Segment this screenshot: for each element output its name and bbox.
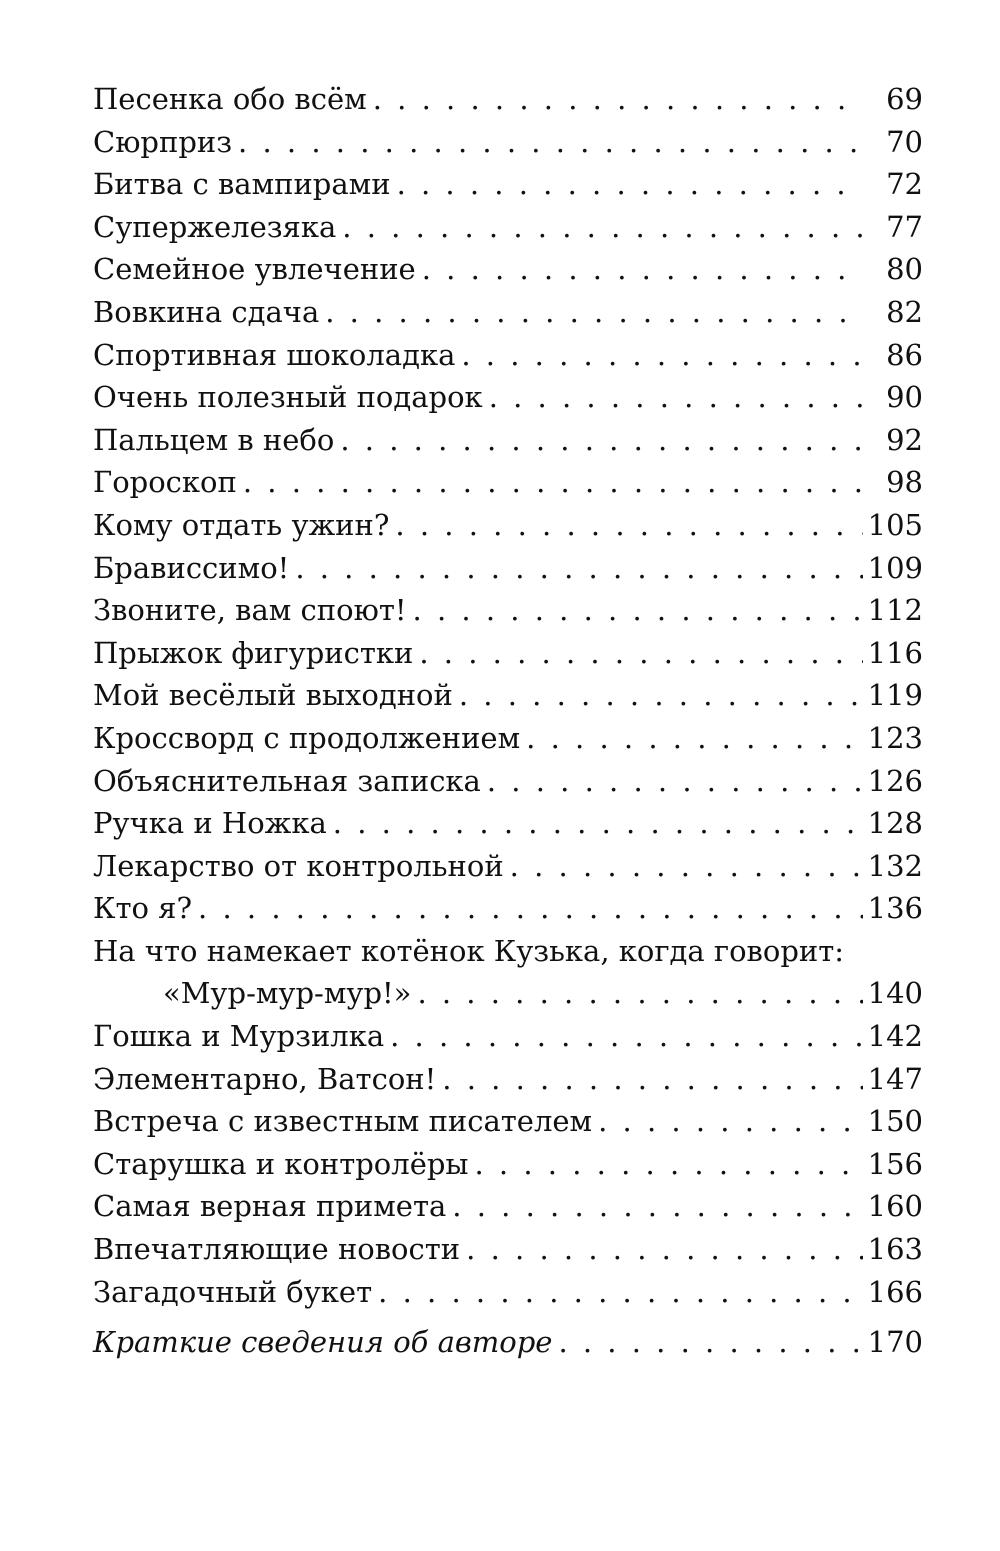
toc-entry-title: Очень полезный подарок — [93, 380, 483, 415]
dot-leader — [558, 1321, 863, 1364]
toc-entry-page: 77 — [886, 209, 923, 244]
table-of-contents — [93, 78, 923, 1364]
toc-entry — [93, 760, 923, 803]
toc-entry-title: Встреча с известным писателем — [93, 1104, 593, 1139]
dot-leader — [489, 376, 863, 419]
toc-entry-title: Битва с вампирами — [93, 167, 391, 202]
toc-entry-title: Сюрприз — [93, 124, 233, 159]
toc-entry-page: 163 — [867, 1232, 923, 1267]
toc-entry — [93, 163, 923, 206]
toc-entry-page: 86 — [886, 337, 923, 372]
toc-entry-page: 92 — [886, 422, 923, 457]
dot-leader — [295, 547, 863, 590]
toc-entry-title: Семейное увлечение — [93, 252, 416, 287]
toc-entry-page: 166 — [867, 1274, 923, 1309]
toc-entry-title: Вовкина сдача — [93, 294, 320, 329]
dot-leader — [333, 802, 863, 845]
dot-leader — [442, 1058, 863, 1101]
dot-leader — [395, 504, 863, 547]
toc-entry-title: Песенка обо всём — [93, 82, 367, 116]
toc-entry-title-line1: На что намекает котёнок Кузька, когда говорит: — [93, 933, 845, 968]
dot-leader — [373, 78, 863, 121]
dot-leader — [340, 419, 863, 462]
dot-leader — [452, 1185, 863, 1228]
toc-entry-page: 69 — [886, 82, 923, 116]
toc-entry-page: 82 — [886, 294, 923, 329]
toc-entry-page: 150 — [867, 1104, 923, 1139]
toc-entry-page: 170 — [867, 1325, 923, 1360]
toc-entry — [93, 1185, 923, 1228]
dot-leader — [419, 632, 863, 675]
toc-entry-page: 90 — [886, 380, 923, 415]
dot-leader — [390, 1015, 863, 1058]
dot-leader — [243, 461, 863, 504]
toc-entry-page: 140 — [867, 976, 923, 1011]
toc-entry-title: Ручка и Ножка — [93, 806, 327, 841]
dot-leader — [378, 1271, 863, 1314]
toc-entry-page: 132 — [867, 848, 923, 883]
toc-entry-page: 116 — [867, 635, 923, 670]
toc-entry — [93, 589, 923, 632]
toc-entry-title: Лекарство от контрольной — [93, 848, 504, 883]
toc-entry — [93, 1228, 923, 1271]
toc-entry — [93, 717, 923, 760]
dot-leader — [413, 589, 863, 632]
toc-entry-title: Кому отдать ужин? — [93, 507, 390, 542]
toc-entry-page: 136 — [867, 891, 923, 926]
toc-entry — [93, 461, 923, 504]
dot-leader — [461, 334, 863, 377]
toc-entry-page: 80 — [886, 252, 923, 287]
dot-leader — [526, 717, 863, 760]
toc-entry — [93, 674, 923, 717]
toc-entry-title: Брависсимо! — [93, 550, 290, 585]
toc-entry — [93, 547, 923, 590]
toc-entry — [93, 845, 923, 888]
toc-entry — [93, 334, 923, 377]
toc-entry-page: 128 — [867, 806, 923, 841]
toc-entry-title: Мой весёлый выходной — [93, 678, 453, 713]
toc-entry-title: Пальцем в небо — [93, 422, 335, 457]
toc-entry-page: 109 — [867, 550, 923, 585]
toc-entry-title: Спортивная шоколадка — [93, 337, 456, 372]
dot-leader — [466, 1228, 863, 1271]
toc-entry-page: 70 — [886, 124, 923, 159]
toc-entry-title: Гошка и Мурзилка — [93, 1019, 385, 1054]
dot-leader — [198, 887, 863, 930]
toc-entry — [93, 1100, 923, 1143]
toc-entry — [93, 376, 923, 419]
dot-leader — [342, 206, 863, 249]
dot-leader — [598, 1100, 863, 1143]
toc-entry-page: 160 — [867, 1189, 923, 1224]
dot-leader — [417, 972, 863, 1015]
toc-entry-title: Элементарно, Ватсон! — [93, 1061, 437, 1096]
toc-entry-title: Загадочный букет — [93, 1274, 373, 1309]
dot-leader — [510, 845, 863, 888]
dot-leader — [325, 291, 863, 334]
toc-entry — [93, 632, 923, 675]
toc-entry — [93, 1271, 923, 1314]
toc-entry-page: 142 — [867, 1019, 923, 1054]
toc-entry — [93, 802, 923, 845]
toc-entry-title: Впечатляющие новости — [93, 1232, 461, 1267]
toc-entry-title-line2: «Мур-мур-мур!» — [163, 976, 412, 1011]
toc-entry-title: Старушка и контролёры — [93, 1146, 469, 1181]
toc-entry-title: Объяснительная записка — [93, 763, 481, 798]
toc-entry — [93, 1058, 923, 1101]
dot-leader — [238, 121, 863, 164]
toc-entry — [93, 78, 923, 121]
toc-entry-title: Краткие сведения об авторе — [93, 1325, 553, 1360]
toc-entry-wrapped-line — [93, 930, 923, 973]
toc-entry — [93, 972, 923, 1015]
dot-leader — [475, 1143, 864, 1186]
toc-entry-title: Кроссворд с продолжением — [93, 720, 521, 755]
toc-entry — [93, 1015, 923, 1058]
toc-entry-page: 98 — [886, 465, 923, 500]
toc-entry-title: Кто я? — [93, 891, 193, 926]
toc-entry-page: 156 — [867, 1146, 923, 1181]
toc-entry-author-note — [93, 1321, 923, 1364]
toc-entry-title: Прыжок фигуристки — [93, 635, 414, 670]
toc-entry-title: Самая верная примета — [93, 1189, 447, 1224]
dot-leader — [397, 163, 863, 206]
dot-leader — [459, 674, 863, 717]
toc-entry-page: 105 — [867, 507, 923, 542]
toc-entry-title: Супержелезяка — [93, 209, 337, 244]
dot-leader — [422, 248, 863, 291]
toc-entry-title: Звоните, вам споют! — [93, 593, 407, 628]
dot-leader — [487, 760, 863, 803]
toc-entry-page: 112 — [867, 593, 923, 628]
toc-entry — [93, 504, 923, 547]
toc-entry — [93, 419, 923, 462]
toc-entry — [93, 206, 923, 249]
toc-entry-page: 123 — [867, 720, 923, 755]
toc-entry-page: 72 — [886, 167, 923, 202]
toc-entry-page: 119 — [867, 678, 923, 713]
toc-entry — [93, 1143, 923, 1186]
toc-entry-page: 126 — [867, 763, 923, 798]
toc-entry-page: 147 — [867, 1061, 923, 1096]
toc-entry — [93, 887, 923, 930]
toc-entry-title: Гороскоп — [93, 465, 237, 500]
toc-entry — [93, 121, 923, 164]
toc-entry — [93, 291, 923, 334]
toc-entry — [93, 248, 923, 291]
